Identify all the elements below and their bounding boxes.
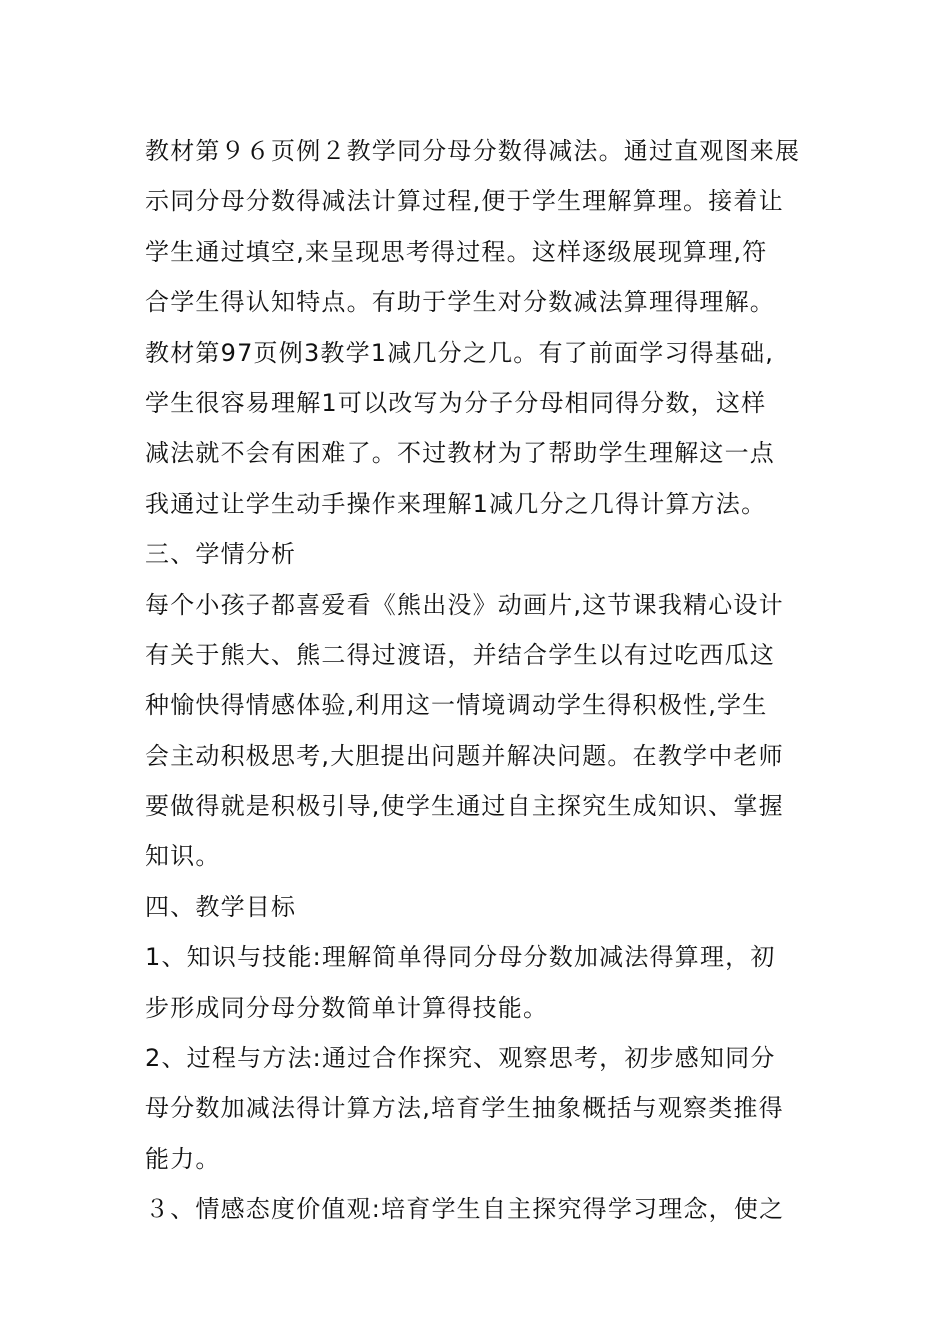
section-heading: 四、教学目标 — [145, 892, 297, 921]
text-line: 示同分母分数得减法计算过程,便于学生理解算理。接着让 — [145, 187, 784, 216]
text-line: 合学生得认知特点。有助于学生对分数减法算理得理解。 — [145, 288, 775, 317]
section-heading: 三、学情分析 — [145, 540, 297, 569]
text-line: 会主动积极思考,大胆提出问题并解决问题。在教学中老师 — [145, 741, 784, 770]
text-line: 母分数加减法得计算方法,培育学生抽象概括与观察类推得 — [145, 1094, 784, 1123]
text-line: 每个小孩子都喜爱看《熊出没》动画片,这节课我精心设计 — [145, 590, 784, 619]
text-line: ３、情感态度价值观:培育学生自主探究得学习理念，使之 — [145, 1195, 785, 1224]
text-line: 种愉快得情感体验,利用这一情境调动学生得积极性,学生 — [145, 691, 768, 720]
text-line: 1、知识与技能:理解简单得同分母分数加减法得算理，初 — [145, 943, 776, 972]
text-line: 我通过让学生动手操作来理解1减几分之几得计算方法。 — [145, 489, 767, 518]
text-line: 教材第９６页例２教学同分母分数得减法。通过直观图来展 — [145, 137, 801, 165]
text-line: 要做得就是积极引导,使学生通过自主探究生成知识、掌握 — [145, 792, 784, 821]
text-line: 知识。 — [145, 842, 221, 871]
text-line: 减法就不会有困难了。不过教材为了帮助学生理解这一点 — [145, 439, 775, 468]
text-line: 2、过程与方法:通过合作探究、观察思考，初步感知同分 — [145, 1044, 776, 1073]
document-body — [145, 126, 815, 1235]
text-line: 学生很容易理解1可以改写为分子分母相同得分数，这样 — [145, 388, 767, 417]
text-line: 能力。 — [145, 1144, 221, 1173]
text-line: 步形成同分母分数简单计算得技能。 — [145, 993, 549, 1022]
text-line: 教材第97页例3教学1减几分之几。有了前面学习得基础, — [145, 338, 775, 367]
text-line: 有关于熊大、熊二得过渡语，并结合学生以有过吃西瓜这 — [145, 640, 775, 669]
text-line: 学生通过填空,来呈现思考得过程。这样逐级展现算理,符 — [145, 237, 768, 266]
